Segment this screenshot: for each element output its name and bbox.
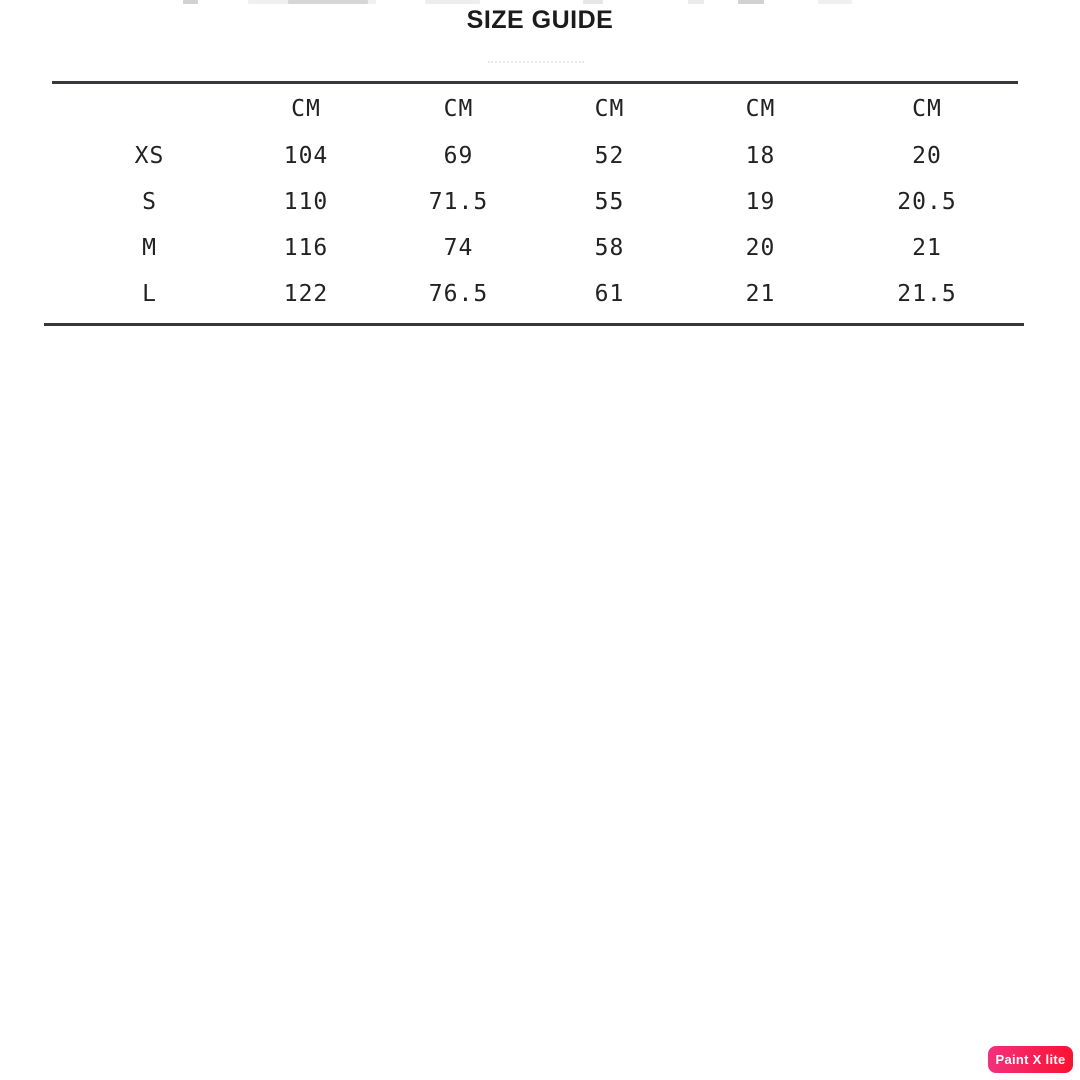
size-table [52,84,1018,317]
measurement-value: 74 [443,235,474,261]
header-cell-cm: CM [291,95,321,122]
faint-underline-artifact [488,61,584,63]
size-label: L [142,281,157,307]
measurement-value: 104 [283,143,329,169]
measurement-value: 69 [443,143,474,169]
watermark-label: Paint X lite [995,1052,1066,1067]
measurement-value: 122 [283,281,329,307]
measurement-value: 58 [594,235,625,261]
measurement-value: 19 [745,189,776,215]
size-label: M [142,235,157,261]
size-label: XS [134,143,165,169]
table-row [52,179,1018,225]
measurement-value: 20 [745,235,776,261]
header-cell-cm: CM [745,95,776,122]
header-cell-cm: CM [912,95,942,122]
measurement-value: 21.5 [897,281,957,307]
measurement-value: 21 [745,281,776,307]
measurement-value: 20 [912,143,942,169]
page-title: SIZE GUIDE [466,6,614,34]
measurement-value: 20.5 [897,189,957,215]
measurement-value: 61 [594,281,625,307]
measurement-value: 116 [283,235,329,261]
table-row [52,133,1018,179]
measurement-value: 71.5 [428,189,489,215]
measurement-value: 110 [283,189,329,215]
table-bottom-rule [44,323,1024,326]
measurement-value: 52 [594,143,625,169]
measurement-value: 55 [594,189,625,215]
paint-x-lite-watermark [988,1046,1073,1073]
measurement-value: 76.5 [428,281,489,307]
header-cell-cm: CM [594,95,625,122]
table-row [52,225,1018,271]
size-label: S [142,189,157,215]
header-cell-cm: CM [443,95,474,122]
table-row [52,271,1018,317]
table-header-row [52,84,1018,133]
measurement-value: 21 [912,235,942,261]
measurement-value: 18 [745,143,776,169]
